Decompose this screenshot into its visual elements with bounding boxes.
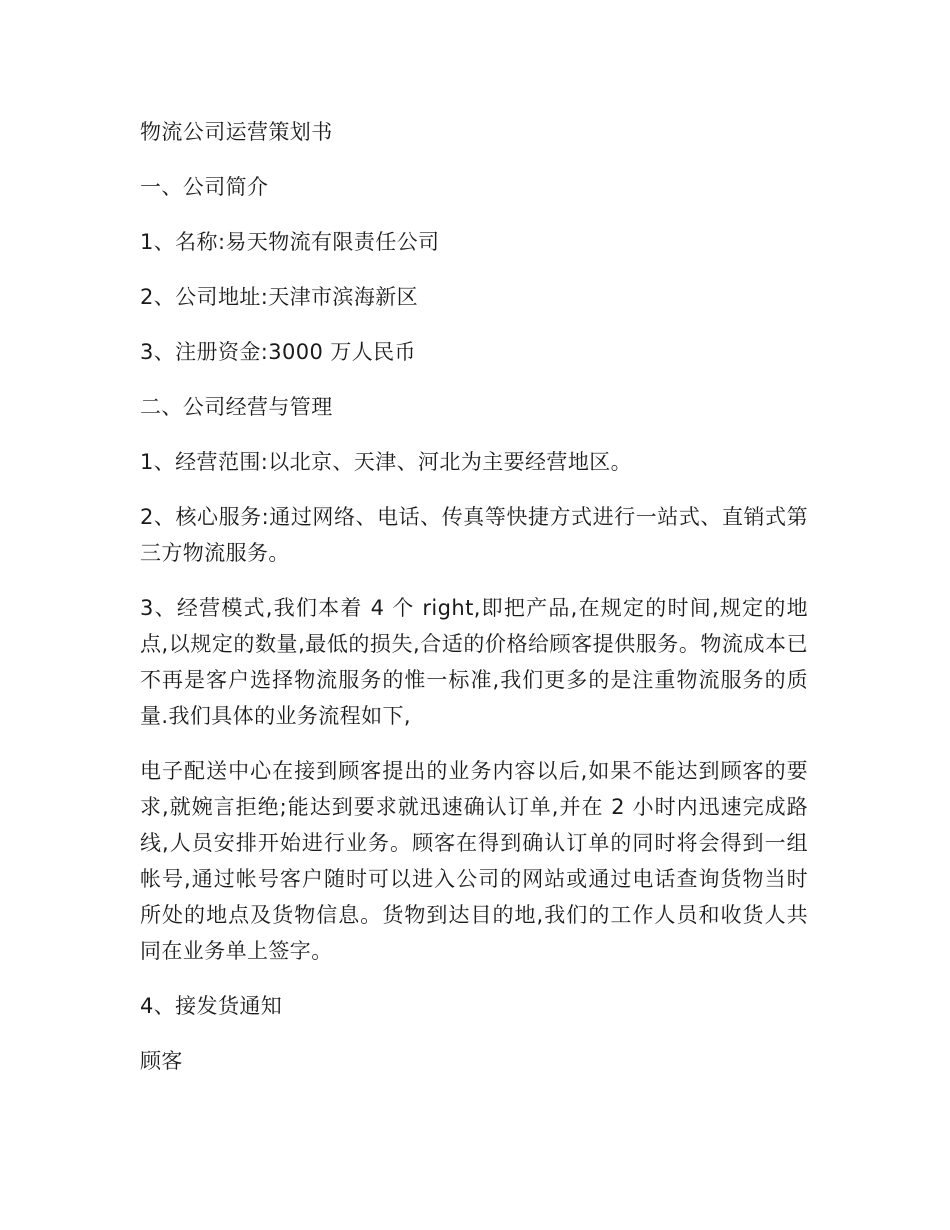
section-heading-company-intro: 一、公司简介 <box>140 175 269 199</box>
business-model-item: 3、经营模式,我们本着 4 个 right,即把产品,在规定的时间,规定的地点,以规定的数量,最低的损失,合适的价格给顾客提供服务。物流成本已不再是客户选择物流服务的惟一标准,我们更多的是注重物流服务的质量.我们具体的业务流程如下, <box>140 596 808 728</box>
process-paragraph: 电子配送中心在接到顾客提出的业务内容以后,如果不能达到顾客的要求,就婉言拒绝;能达到要求就迅速确认订单,并在 2 小时内迅速完成路线,人员安排开始进行业务。顾客在得到确认订单的同时将会得到一组帐号,通过帐号客户随时可以进入公司的网站或通过电话查询货物当时所处的地点及货物信息。货物到达目的地,我们的工作人员和收货人共同在业务单上签字。 <box>140 759 808 963</box>
section-heading-operations: 二、公司经营与管理 <box>140 395 333 419</box>
registered-capital-item: 3、注册资金:3000 万人民币 <box>140 340 416 364</box>
business-scope-item: 1、经营范围:以北京、天津、河北为主要经营地区。 <box>140 450 633 474</box>
shipping-notice-item: 4、接发货通知 <box>140 994 283 1018</box>
company-name-item: 1、名称:易天物流有限责任公司 <box>140 230 440 254</box>
document-title: 物流公司运营策划书 <box>140 120 333 144</box>
document-body <box>140 114 808 1098</box>
core-service-item: 2、核心服务:通过网络、电话、传真等快捷方式进行一站式、直销式第三方物流服务。 <box>140 505 808 565</box>
company-address-item: 2、公司地址:天津市滨海新区 <box>140 285 419 309</box>
customer-label: 顾客 <box>140 1049 183 1073</box>
